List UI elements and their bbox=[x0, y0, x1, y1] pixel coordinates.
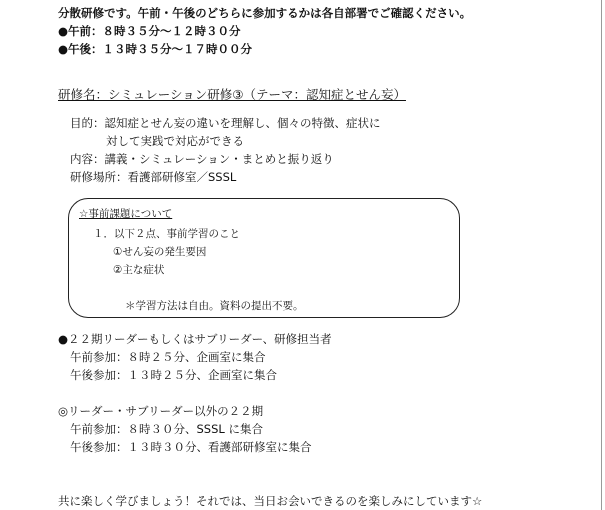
intro-line: 分散研修です。午前・午後のどちらに参加するかは各自部署でご確認ください。 bbox=[58, 6, 472, 20]
content-line: 内容：講義・シミュレーション・まとめと振り返り bbox=[70, 152, 334, 166]
group1-am: 午前参加：８時２５分、企画室に集合 bbox=[70, 350, 266, 364]
prework-heading: ☆事前課題について bbox=[79, 208, 173, 220]
group2-pm: 午後参加：１３時３０分、看護部研修室に集合 bbox=[70, 440, 312, 454]
group1-heading: ●２２期リーダーもしくはサブリーダー、研修担当者 bbox=[58, 332, 332, 346]
group2-heading: ◎リーダー・サブリーダー以外の２２期 bbox=[58, 404, 264, 418]
pm-schedule: ●午後：１３時３５分～１７時００分 bbox=[58, 42, 253, 56]
closing-line: 共に楽しく学びましょう！それでは、当日お会いできるのを楽しみにしています☆ bbox=[58, 494, 483, 508]
location-line: 研修場所：看護部研修室／SSSL bbox=[70, 170, 237, 184]
prework-box bbox=[68, 198, 460, 318]
prework-item-1: １．以下２点、事前学習のこと bbox=[93, 228, 240, 240]
prework-sub-2: ②主な症状 bbox=[113, 264, 165, 276]
prework-note: ＊学習方法は自由。資料の提出不要。 bbox=[125, 300, 304, 312]
group2-am: 午前参加：８時３０分、SSSL に集合 bbox=[70, 422, 263, 436]
am-schedule: ●午前：８時３５分～１２時３０分 bbox=[58, 24, 241, 38]
purpose-line-2: 対して実践で対応ができる bbox=[106, 134, 244, 148]
training-title: 研修名：シミュレーション研修③（テーマ：認知症とせん妄） bbox=[58, 87, 406, 102]
purpose-line-1: 目的：認知症とせん妄の違いを理解し、個々の特徴、症状に bbox=[70, 116, 381, 130]
page-border bbox=[601, 0, 602, 510]
group1-pm: 午後参加：１３時２５分、企画室に集合 bbox=[70, 368, 277, 382]
prework-sub-1: ①せん妄の発生要因 bbox=[113, 246, 207, 258]
